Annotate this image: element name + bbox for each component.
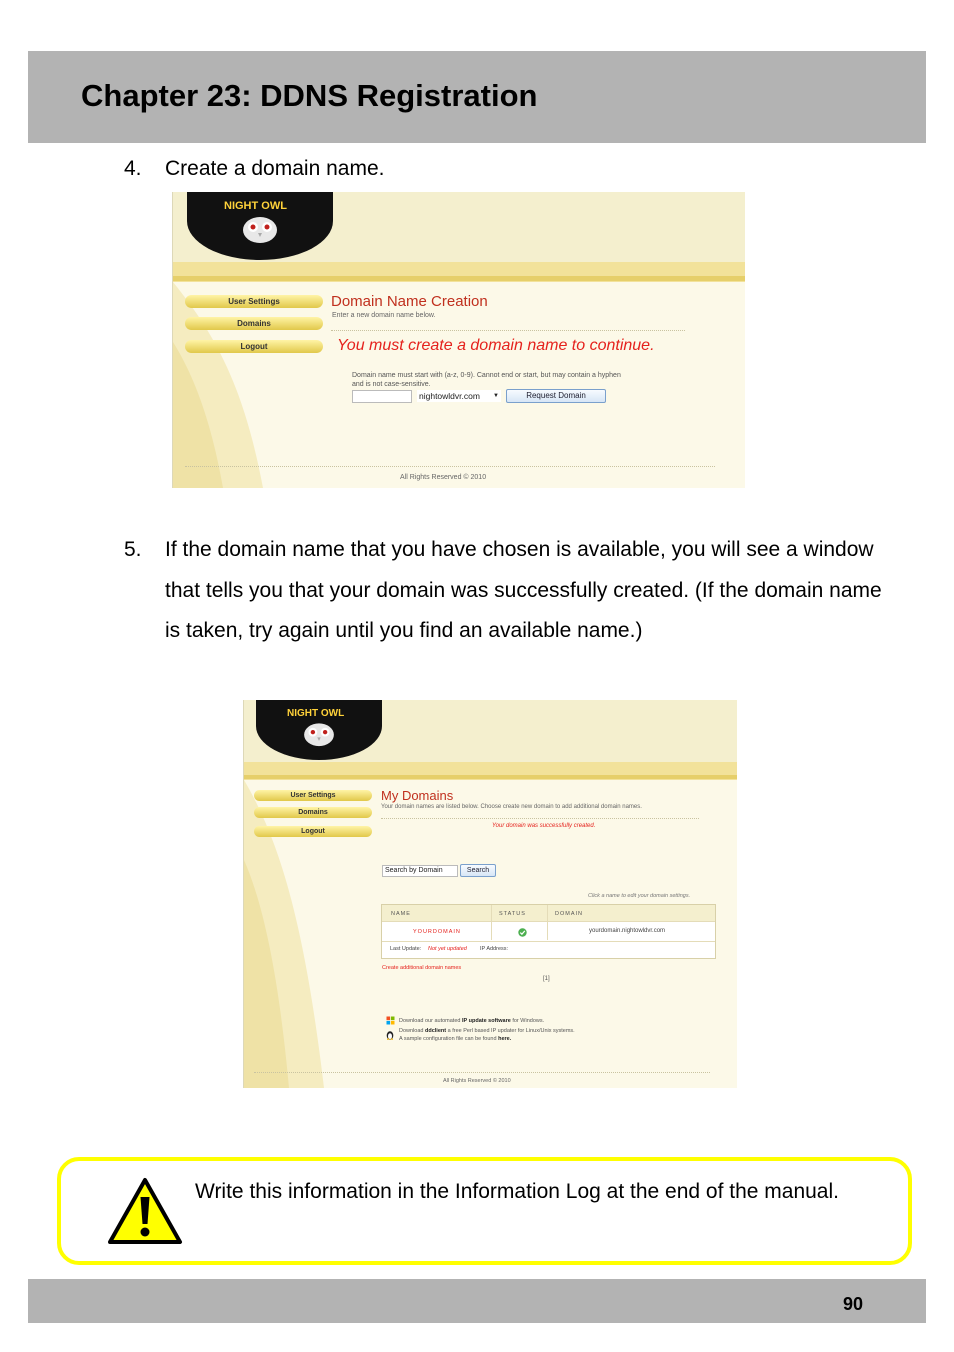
search-label: Search by Domain [385, 867, 443, 874]
download-windows-post: for Windows. [512, 1018, 545, 1024]
domain-name-link[interactable]: YOURDOMAIN [413, 929, 461, 935]
create-domains-link[interactable]: Create additional domain names [382, 965, 462, 971]
windows-icon [386, 1016, 395, 1025]
header-name: NAME [391, 911, 411, 917]
step-4 [124, 149, 924, 189]
domain-select-value: nightowldvr.com [419, 391, 480, 401]
click-hint: Click a name to edit your domain settings. [588, 893, 691, 899]
nav-domains[interactable]: Domains [185, 317, 323, 330]
domain-name-input[interactable] [352, 390, 412, 403]
table-row[interactable] [382, 921, 715, 942]
screenshot-domain-creation [172, 192, 745, 488]
logo-text: NIGHT OWL [224, 200, 287, 212]
step-number: 4. [124, 157, 142, 180]
nav-user-settings[interactable]: User Settings [254, 790, 372, 801]
footer-divider [254, 1072, 710, 1073]
domains-table [381, 904, 716, 959]
step-text: Create a domain name. [165, 157, 385, 180]
page-title: My Domains [381, 788, 454, 803]
success-message: Your domain was successfully created. [492, 823, 596, 829]
rules-line-2: and is not case-sensitive. [352, 381, 431, 388]
step-5 [124, 530, 924, 695]
chevron-down-icon: ▼ [493, 393, 499, 399]
linux-icon [386, 1030, 394, 1040]
nav-domains[interactable]: Domains [254, 807, 372, 818]
nav-user-settings[interactable]: User Settings [185, 295, 323, 308]
chapter-header [28, 51, 926, 143]
nav-logout[interactable]: Logout [254, 826, 372, 837]
search-domain-input[interactable] [382, 865, 458, 877]
download-windows-pre: Download our automated [399, 1018, 461, 1024]
screenshot-my-domains [243, 700, 737, 1088]
table-header [382, 905, 715, 921]
owl-icon [240, 212, 280, 244]
sample-config [399, 1036, 511, 1042]
request-domain-button[interactable]: Request Domain [506, 389, 606, 403]
sample-config-pre: A sample configuration file can be found [399, 1036, 497, 1042]
ip-update-software-link[interactable]: IP update software [462, 1018, 511, 1024]
header-domain: DOMAIN [555, 911, 583, 917]
last-update-label: Last Update: [390, 946, 422, 952]
ip-address-label: IP Address: [480, 946, 509, 952]
download-ddclient-pre: Download [399, 1028, 424, 1034]
footer-divider [185, 466, 715, 467]
page-subtitle: Your domain names are listed below. Choose create new domain to add additional domain names. [381, 804, 642, 810]
divider [381, 818, 699, 819]
warning-triangle-icon [107, 1177, 183, 1245]
alert-message: You must create a domain name to continue. [337, 337, 655, 354]
step-number: 5. [124, 538, 142, 561]
download-ddclient [399, 1028, 575, 1034]
domain-select[interactable] [417, 390, 501, 402]
header-status: STATUS [499, 911, 526, 917]
search-button[interactable]: Search [460, 864, 496, 877]
pager[interactable]: [1] [543, 976, 550, 982]
page-footer: All Rights Reserved © 2010 [443, 1078, 511, 1084]
ddclient-link[interactable]: ddclient [425, 1028, 447, 1034]
page-title: Domain Name Creation [331, 293, 488, 310]
page-footer: All Rights Reserved © 2010 [400, 474, 487, 481]
owl-icon [301, 719, 337, 747]
logo-text: NIGHT OWL [287, 708, 345, 719]
domain-full: yourdomain.nightowldvr.com [589, 928, 666, 934]
page-subtitle: Enter a new domain name below. [332, 312, 436, 319]
sample-config-link[interactable]: here. [498, 1036, 512, 1042]
last-update-value: Not yet updated [428, 946, 467, 952]
divider [331, 330, 685, 331]
download-ddclient-post: a free Perl based IP updater for Linux/Unix systems. [447, 1028, 575, 1034]
page-number: 90 [842, 1294, 863, 1314]
download-windows [399, 1018, 544, 1024]
step-text: If the domain name that you have chosen is available, you will see a window that tells you that your domain was successfully created. (If the domain name is taken, try again until you find an available name.) [165, 538, 882, 642]
nav-logout[interactable]: Logout [185, 340, 323, 353]
warning-text: Write this information in the Information Log at the end of the manual. [195, 1180, 839, 1203]
page-footer-bar [28, 1279, 926, 1323]
warning-box [57, 1157, 912, 1265]
check-icon [518, 928, 527, 937]
chapter-title: Chapter 23: DDNS Registration [81, 78, 538, 113]
rules-line-1: Domain name must start with (a-z, 0-9). Cannot end or start, but may contain a hyphen [352, 372, 621, 379]
